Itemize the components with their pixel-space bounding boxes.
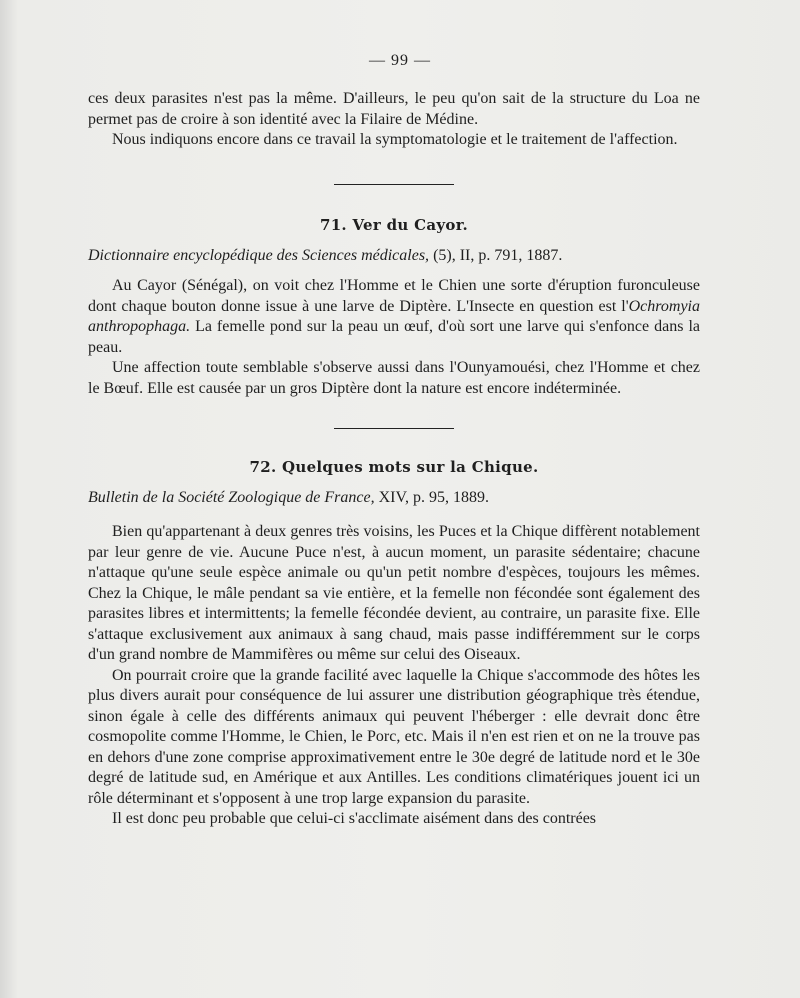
- section-71-title: 71. Ver du Cayor.: [319, 216, 469, 234]
- section-72-paragraph-1: Bien qu'appartenant à deux genres très voisins, les Puces et la Chique diffèrent notablement par leur genre de vie. Aucune Puce n'est, à aucun moment, un parasite sédentaire; chacune n'attaque qu'une seule espèce animale ou qu'un petit nombre d'espèces, toujours les mêmes. Chez la Chique, le mâle pendant sa vie entière, et la femelle non fécondée sont également des parasites libres et intermittents; la femelle fécondée devient, au contraire, un parasite fixe. Elle s'attaque exclusivement aux animaux à sang chaud, mais passe indifféremment sur le corps d'un grand nombre de Mammifères ou même sur celui des Oiseaux.: [88, 523, 700, 663]
- section-72-citation-title: Bulletin de la Société Zoologique de France,: [88, 488, 375, 506]
- page-number: — 99 —: [369, 52, 431, 69]
- section-72: [88, 457, 700, 830]
- intro-paragraph-2: Nous indiquons encore dans ce travail la symptomatologie et le traitement de l'affection.: [112, 131, 678, 148]
- section-71-citation-ref: (5), II, p. 791, 1887.: [429, 246, 563, 264]
- section-72-paragraph-3: Il est donc peu probable que celui-ci s'acclimate aisément dans des contrées: [112, 810, 597, 827]
- intro-paragraph-1: ces deux parasites n'est pas la même. D'ailleurs, le peu qu'on sait de la structure du Loa ne permet pas de croire à son identité avec la Filaire de Médine.: [88, 90, 700, 128]
- section-71-citation: [88, 246, 700, 267]
- section-71-p1-end: La femelle pond sur la peau un œuf, d'où sort une larve qui s'enfonce dans la peau.: [88, 318, 700, 356]
- section-72-divider-wrap: [88, 428, 700, 429]
- section-divider: [334, 428, 454, 429]
- section-71-paragraph-1: [88, 276, 700, 358]
- section-71-citation-title: Dictionnaire encyclopédique des Sciences médicales,: [88, 246, 430, 264]
- section-71-species-name: Ochromyia anthropophaga.: [88, 297, 700, 335]
- intro-text: [88, 89, 700, 151]
- section-72-title: 72. Quelques mots sur la Chique.: [249, 458, 539, 476]
- section-72-citation-ref: XIV, p. 95, 1889.: [374, 488, 489, 506]
- section-71-divider-wrap: [88, 184, 700, 185]
- section-71-paragraph-2: Une affection toute semblable s'observe aussi dans l'Ounyamouési, chez l'Homme et chez le Bœuf. Elle est causée par un gros Diptère dont la nature est encore indéterminée.: [88, 359, 700, 397]
- section-72-citation: [88, 488, 700, 509]
- section-71-p1-start: Au Cayor (Sénégal), on voit chez l'Homme et le Chien une sorte d'éruption furonculeuse dont chaque bouton donne issue à une larve de Diptère. L'Insecte en question est l': [88, 277, 700, 315]
- section-72-paragraph-2: On pourrait croire que la grande facilité avec laquelle la Chique s'accommode des hôtes les plus divers aurait pour conséquence de lui assurer une distribution géographique très étendue, sinon égale à celle des différents animaux qui peuvent l'héberger : elle devrait donc être cosmopolite comme l'Homme, le Chien, le Porc, etc. Mais il n'en est rien et on ne la trouve pas en dehors d'une zone comprise approximativement entre le 30e degré de latitude nord et le 30e degré de latitude sud, en Amérique et aux Antilles. Les conditions climatériques jouent ici un rôle déterminant et s'opposent à une trop large expansion du parasite.: [88, 666, 700, 807]
- section-divider: [334, 184, 454, 185]
- section-71: [88, 215, 700, 399]
